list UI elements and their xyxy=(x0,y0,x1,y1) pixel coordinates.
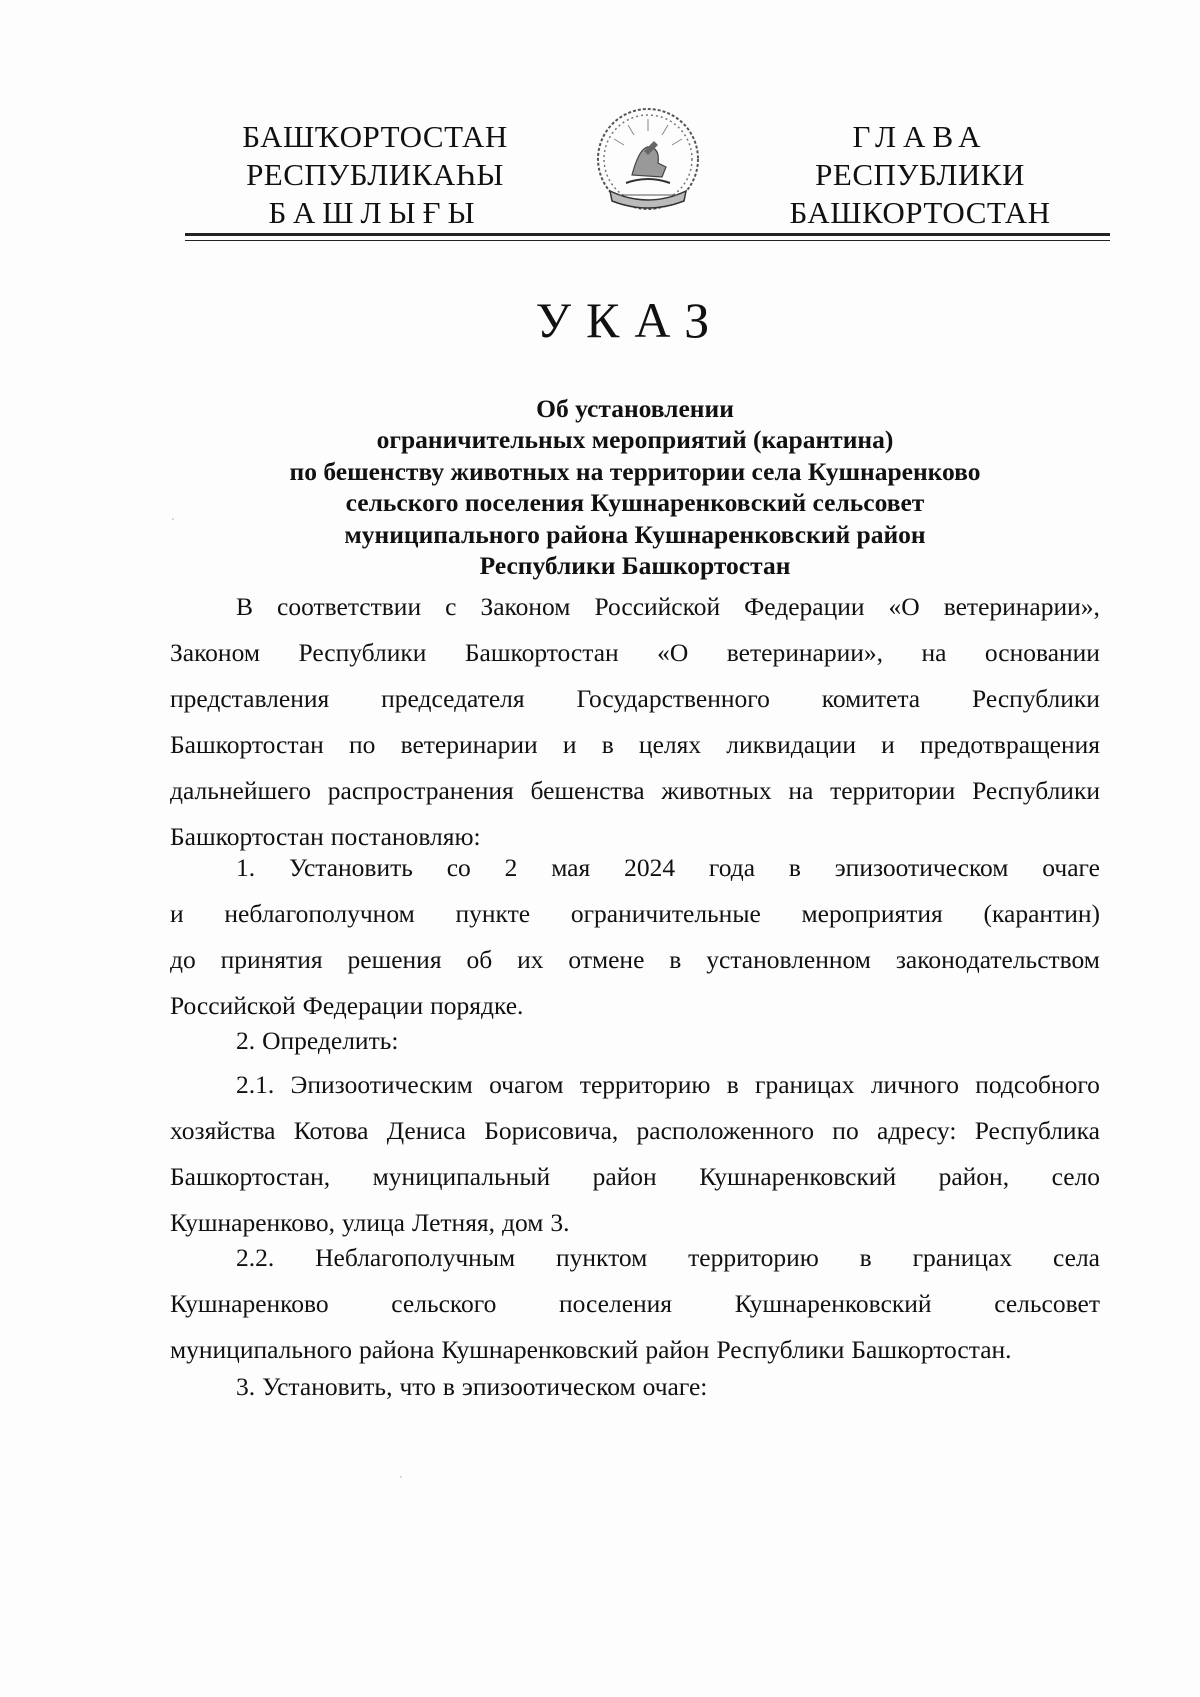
word: мероприятия xyxy=(801,899,943,928)
word: председателя xyxy=(381,684,525,713)
word: решения xyxy=(347,945,442,974)
word: 2.1. xyxy=(236,1070,275,1099)
word: бешенства xyxy=(530,776,645,805)
scan-speck xyxy=(400,1476,402,1478)
text-line xyxy=(170,768,1100,814)
word: ликвидации xyxy=(726,730,856,759)
word: целях xyxy=(638,730,702,759)
word: Федерации xyxy=(302,991,424,1020)
word: В xyxy=(236,592,254,621)
header-right-line-1: ГЛАВА xyxy=(852,119,988,154)
word: и xyxy=(562,730,577,759)
word: адресу: xyxy=(876,1116,957,1145)
word: Российской xyxy=(170,991,296,1020)
word: в xyxy=(726,1070,739,1099)
word: очаге xyxy=(1042,853,1100,882)
word: 3. xyxy=(550,1208,570,1237)
word: до xyxy=(170,945,196,974)
word: (карантин) xyxy=(983,899,1100,928)
word: сельсовет xyxy=(994,1289,1100,1318)
scan-speck xyxy=(172,518,174,520)
item-3-paragraph xyxy=(170,1364,1100,1410)
header-left-line-3: БАШЛЫҒЫ xyxy=(268,195,482,230)
word: села xyxy=(1053,1243,1100,1272)
word: ветеринарии», xyxy=(943,592,1100,621)
text-line xyxy=(170,1018,1100,1064)
text-line xyxy=(170,1281,1100,1327)
text-line xyxy=(170,845,1100,891)
header-right-line-2: РЕСПУБЛИКИ xyxy=(815,157,1025,192)
word: ограничительные xyxy=(570,899,761,928)
word: Башкортостан xyxy=(464,638,619,667)
text-line xyxy=(170,891,1100,937)
word: Кушнаренковский xyxy=(699,1162,897,1191)
word: об xyxy=(466,945,493,974)
word: законодательством xyxy=(895,945,1100,974)
word: в xyxy=(859,1243,872,1272)
word: в xyxy=(601,730,614,759)
word: очагом xyxy=(489,1070,564,1099)
subject-line: по бешенству животных на территории села Кушнаренково xyxy=(289,456,981,486)
word: Российской xyxy=(594,592,721,621)
item-2-2-paragraph xyxy=(170,1235,1100,1373)
word: район, xyxy=(938,1162,1010,1191)
word: пунктом xyxy=(555,1243,648,1272)
word: Республики xyxy=(716,1335,845,1364)
text-line xyxy=(170,1108,1100,1154)
word: порядке. xyxy=(430,991,524,1020)
word: 2.2. xyxy=(236,1243,275,1272)
word: установленном xyxy=(706,945,871,974)
word: в xyxy=(442,1372,455,1401)
word: дальнейшего xyxy=(170,776,312,805)
word: животных xyxy=(661,776,772,805)
word: 2 xyxy=(504,853,518,882)
word: представления xyxy=(170,684,330,713)
word: границах xyxy=(755,1070,855,1099)
word: и xyxy=(170,899,184,928)
word: Законом xyxy=(170,638,260,667)
word: Республики xyxy=(972,684,1100,713)
document-title: УКАЗ xyxy=(535,292,725,348)
word: сельского xyxy=(391,1289,497,1318)
word: муниципальный xyxy=(372,1162,551,1191)
word: 2024 xyxy=(624,853,676,882)
word: Кушнаренковский xyxy=(441,1335,639,1364)
word: принятия xyxy=(220,945,323,974)
text-line xyxy=(170,1364,1100,1410)
word: соответствии xyxy=(277,592,422,621)
word: улица xyxy=(342,1208,405,1237)
word: территорию xyxy=(579,1070,711,1099)
word: Федерации xyxy=(744,592,865,621)
word: Башкортостан xyxy=(170,730,324,759)
word: Законом xyxy=(480,592,571,621)
word: Республики xyxy=(972,776,1100,805)
word: «О xyxy=(888,592,920,621)
word: муниципального xyxy=(170,1335,352,1364)
header-left-line-1: БАШҠОРТОСТАН xyxy=(242,119,508,154)
subject-line: муниципального района Кушнаренковский район xyxy=(344,519,926,549)
word: в xyxy=(669,945,682,974)
subject-line: ограничительных мероприятий (карантина) xyxy=(376,425,894,455)
word: поселения xyxy=(558,1289,673,1318)
word: отмене xyxy=(568,945,645,974)
word: хозяйства xyxy=(170,1116,276,1145)
word: что xyxy=(399,1372,436,1401)
word: подсобного xyxy=(975,1070,1100,1099)
word: основании xyxy=(984,638,1100,667)
word: со xyxy=(446,853,471,882)
word: Эпизоотическим xyxy=(290,1070,473,1099)
word: на xyxy=(788,776,814,805)
header-bashkir-title xyxy=(225,118,525,232)
word: район xyxy=(645,1335,710,1364)
word: Дениса xyxy=(386,1116,466,1145)
word: Государственного xyxy=(576,684,770,713)
item-2-1-paragraph xyxy=(170,1062,1100,1246)
word: дом xyxy=(502,1208,544,1237)
word: Башкортостан xyxy=(170,822,324,851)
word: района xyxy=(359,1335,435,1364)
word: предотвращения xyxy=(920,730,1100,759)
word: Котова xyxy=(293,1116,369,1145)
word: Республики xyxy=(298,638,427,667)
word: постановляю: xyxy=(330,822,481,851)
text-line xyxy=(170,630,1100,676)
word: с xyxy=(445,592,457,621)
word: и xyxy=(881,730,895,759)
preamble-paragraph xyxy=(170,584,1100,860)
word: очаге: xyxy=(642,1372,708,1401)
word: мая xyxy=(551,853,591,882)
text-line xyxy=(170,584,1100,630)
word: на xyxy=(921,638,947,667)
word: Кушнаренковский xyxy=(734,1289,932,1318)
text-line xyxy=(170,1154,1100,1200)
subject-line: сельского поселения Кушнаренковский сельсовет xyxy=(345,488,925,518)
word: Установить, xyxy=(262,1372,393,1401)
word: года xyxy=(708,853,756,882)
header-russian-title xyxy=(770,118,1070,232)
bashkortostan-coat-of-arms-icon xyxy=(588,105,708,217)
subject-line: Об установлении xyxy=(536,394,734,423)
word: в xyxy=(788,853,801,882)
text-line xyxy=(170,937,1100,983)
word: 2. xyxy=(236,1026,256,1055)
word: ветеринарии», xyxy=(726,638,883,667)
word: «О xyxy=(657,638,689,667)
item-2-paragraph xyxy=(170,1018,1100,1064)
word: их xyxy=(517,945,544,974)
word: район xyxy=(592,1162,657,1191)
word: личного xyxy=(870,1070,959,1099)
word: Неблагополучным xyxy=(315,1243,516,1272)
word: пункте xyxy=(455,899,531,928)
word: Башкортостан, xyxy=(170,1162,331,1191)
word: Республика xyxy=(974,1116,1100,1145)
word: Летняя, xyxy=(411,1208,496,1237)
word: комитета xyxy=(821,684,921,713)
word: границах xyxy=(912,1243,1013,1272)
word: распространения xyxy=(327,776,514,805)
header-divider-thick xyxy=(185,233,1110,236)
word: Определить: xyxy=(262,1026,399,1055)
word: по xyxy=(832,1116,859,1145)
word: 1. xyxy=(236,853,256,882)
word: эпизоотическом xyxy=(834,853,1009,882)
word: эпизоотическом xyxy=(461,1372,636,1401)
text-line xyxy=(170,676,1100,722)
word: 3. xyxy=(236,1372,256,1401)
word: расположенного xyxy=(636,1116,815,1145)
word: село xyxy=(1051,1162,1100,1191)
text-line xyxy=(170,1235,1100,1281)
word: Борисовича, xyxy=(484,1116,619,1145)
header-divider-thin xyxy=(185,240,1110,241)
word: Башкортостан. xyxy=(851,1335,1012,1364)
text-line xyxy=(170,722,1100,768)
word: территорию xyxy=(688,1243,819,1272)
document-subject xyxy=(170,393,1100,581)
word: Установить xyxy=(288,853,413,882)
word: по xyxy=(348,730,376,759)
header-right-line-3: БАШКОРТОСТАН xyxy=(789,195,1051,230)
word: Кушнаренково xyxy=(170,1289,329,1318)
item-1-paragraph xyxy=(170,845,1100,1029)
header-left-line-2: РЕСПУБЛИКАҺЫ xyxy=(246,157,504,192)
word: территории xyxy=(830,776,956,805)
subject-line: Республики Башкортостан xyxy=(479,551,791,581)
text-line xyxy=(170,1062,1100,1108)
word: Кушнаренково, xyxy=(170,1208,335,1237)
word: ветеринарии xyxy=(400,730,538,759)
word: неблагополучном xyxy=(224,899,415,928)
